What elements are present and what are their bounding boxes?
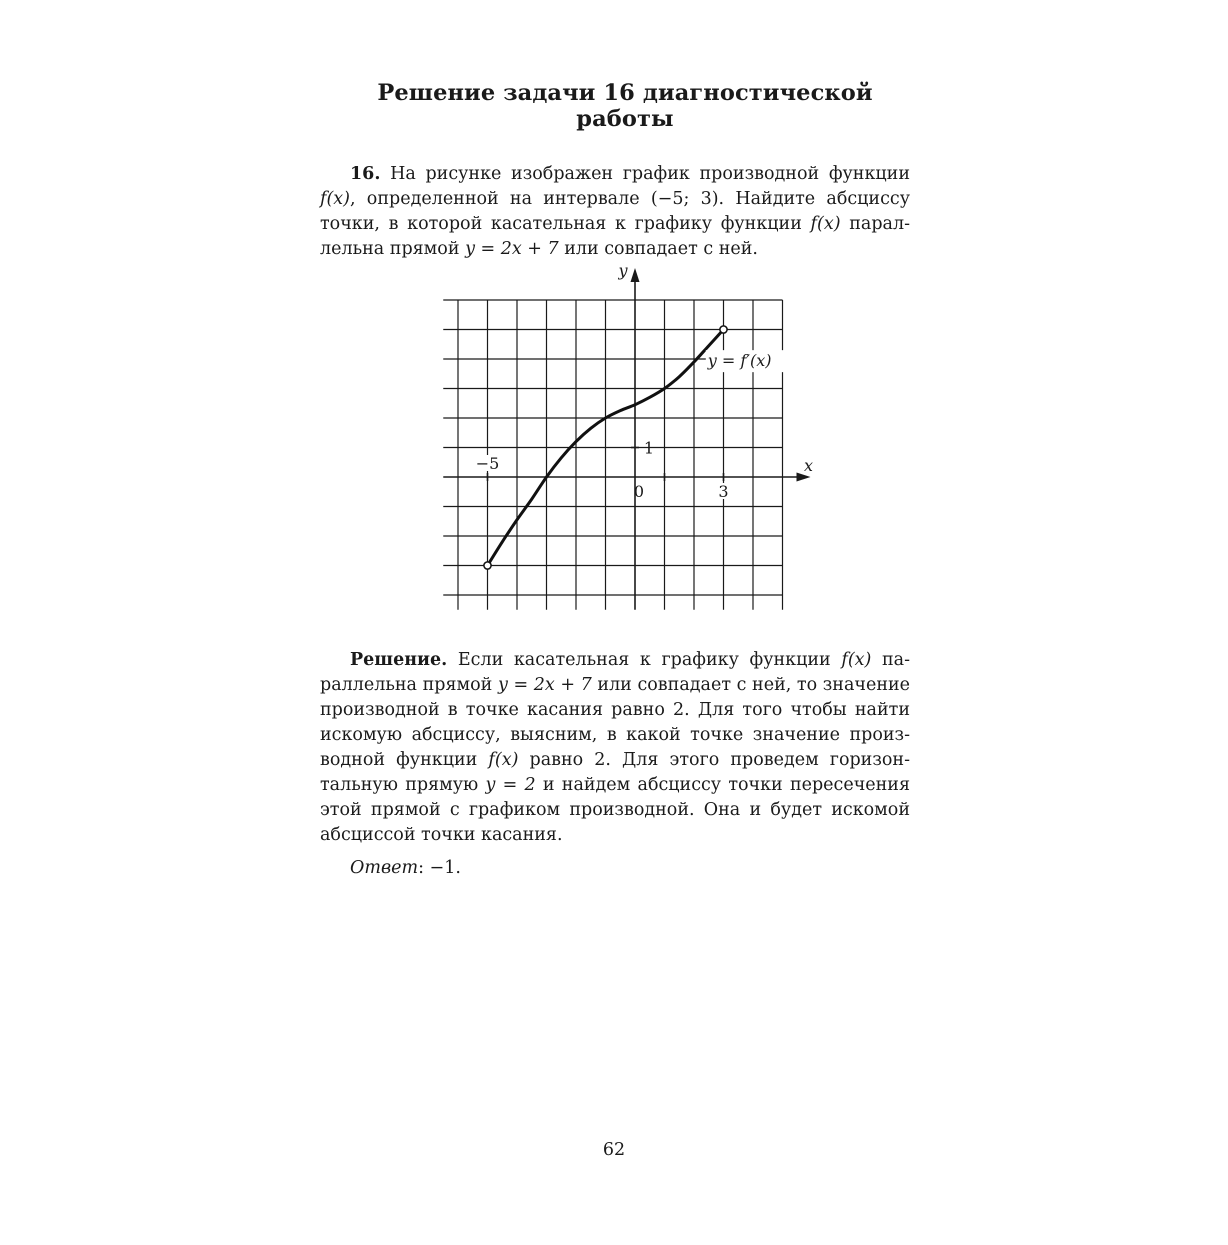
open-endpoint-left — [484, 562, 491, 569]
answer-line — [320, 856, 910, 881]
page-column — [320, 80, 910, 881]
section-heading: Решение задачи 16 диагностической работы — [377, 80, 873, 132]
curve-label: y = f′(x) — [707, 351, 772, 371]
x-tick-label-3: 3 — [718, 482, 729, 501]
page-number: 62 — [602, 1140, 626, 1160]
solution-paragraph: Решение. Если касательная к графику функции f(x) па-раллельна прямой y = 2x + 7 или совпадает с ней, то значение производной в точке касания равно 2. Для того чтобы найти искомую абсциссу, выясним, в какой точке значение произ-водной функции f(x) равно 2. Для этого проведем горизон-тальную прямую y = 2 и найдем абсциссу точки пересечения этой прямой с графиком производной. Она и будет искомой абсциссой точки касания. — [320, 650, 911, 845]
open-endpoint-right — [720, 326, 727, 333]
x-tick-label-0: 0 — [633, 482, 645, 501]
problem-statement: 16. На рисунке изображен график производной функции f(x), определенной на интервале (−5; 3). Найдите абсциссу точки, в которой касательная к графику функции f(x) парал-лельна прямой y = 2x + 7 или совпадает с ней. — [320, 164, 910, 259]
x-axis-title: x — [803, 456, 814, 475]
x-tick-label-neg5: −5 — [475, 454, 500, 473]
y-axis-title: y — [618, 261, 628, 280]
derivative-graph-figure — [320, 261, 910, 644]
solution-label: Решение. — [350, 650, 448, 670]
y-axis-arrow — [631, 268, 640, 282]
answer-label: Ответ — [350, 858, 419, 878]
derivative-graph — [440, 261, 814, 644]
answer-value: : −1. — [418, 858, 461, 878]
y-tick-label-1: 1 — [643, 438, 655, 458]
problem-number: 16. — [350, 164, 381, 184]
